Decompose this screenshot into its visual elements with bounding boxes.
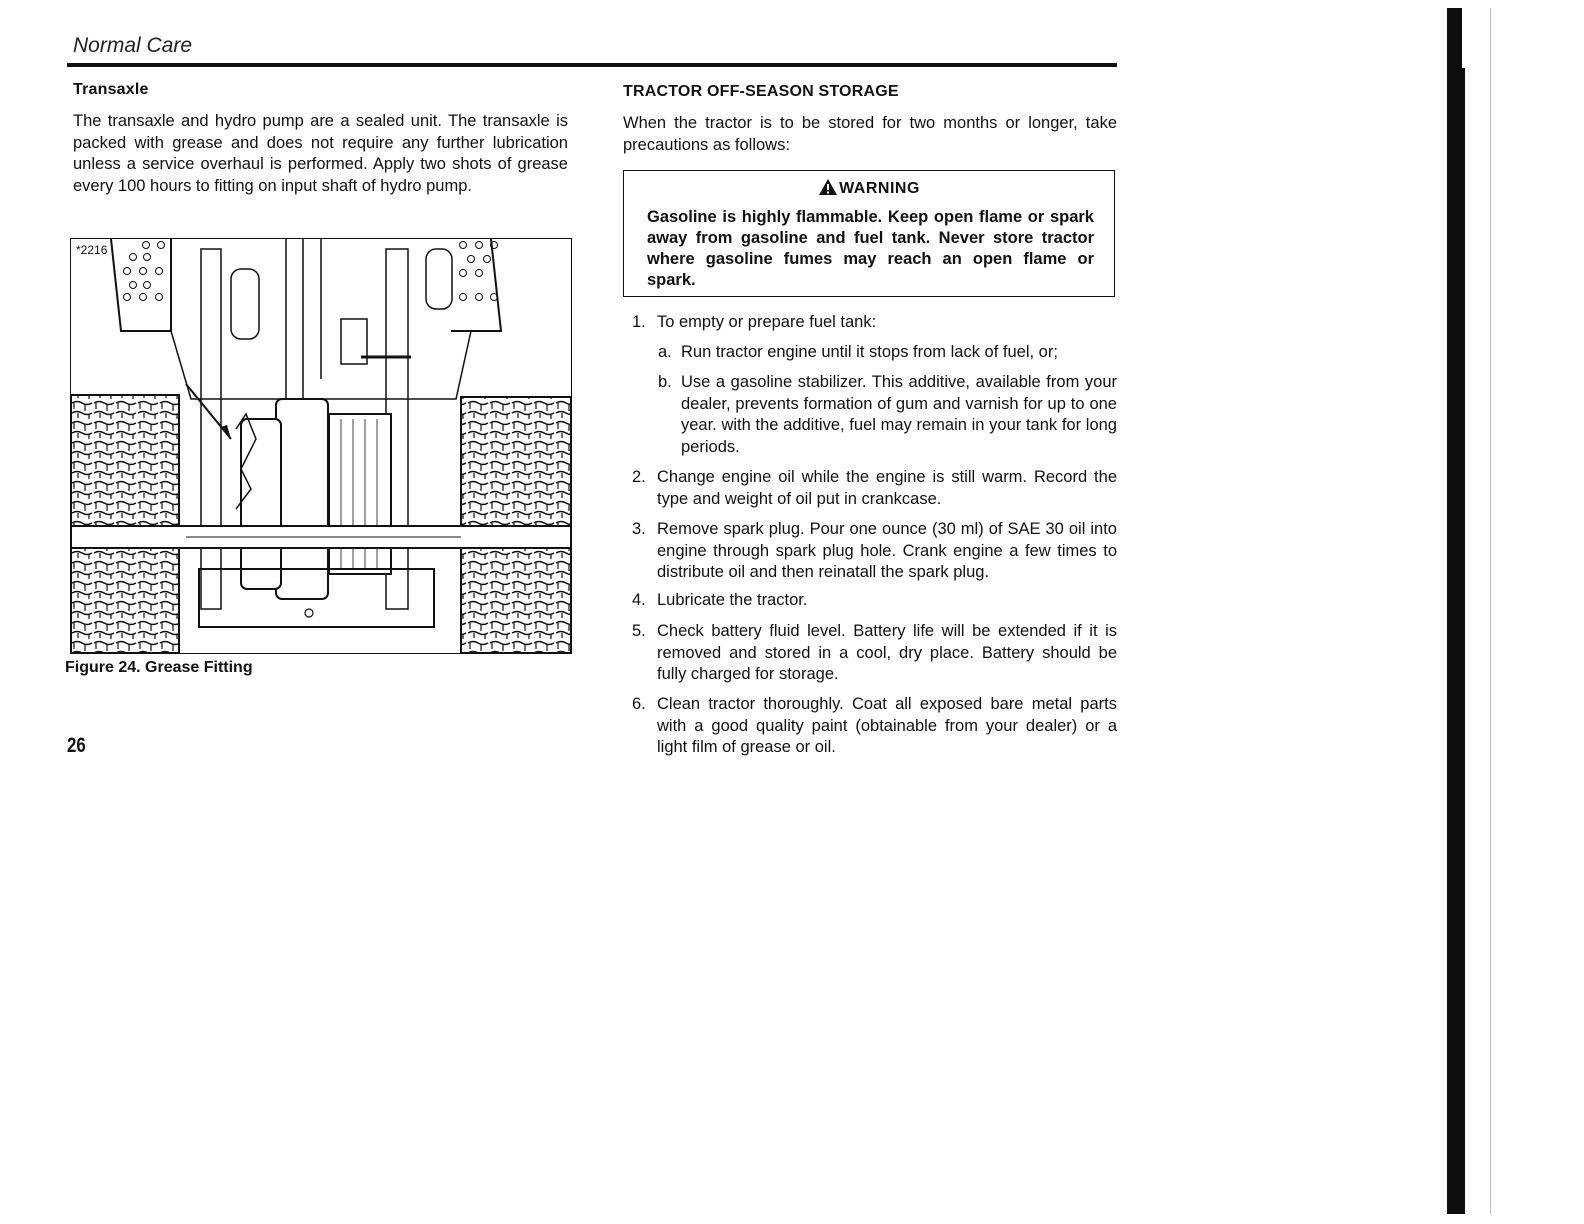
list-item — [632, 590, 1117, 612]
page-edge-line — [1490, 8, 1491, 1214]
page-number: 26 — [67, 734, 86, 757]
tractor-underside-drawing — [71, 239, 571, 653]
list-item — [632, 312, 1117, 334]
transaxle-heading: Transaxle — [73, 81, 149, 98]
list-number: 1. — [632, 313, 646, 331]
list-number: a. — [658, 343, 672, 361]
list-number: b. — [658, 373, 672, 391]
list-text: Check battery fluid level. Battery life will be extended if it is removed and stored in a cool, dry place. Battery should be fully charged for storage. — [657, 622, 1117, 683]
list-item — [658, 342, 1117, 364]
warning-title — [624, 178, 1114, 201]
list-text: Use a gasoline stabilizer. This additive, available from your dealer, prevents formation of gum and varnish for up to one year. with the additive, fuel may remain in your tank for long periods. — [681, 373, 1117, 456]
list-number: 2. — [632, 468, 646, 486]
list-text: Run tractor engine until it stops from lack of fuel, or; — [681, 343, 1058, 361]
list-text: Change engine oil while the engine is still warm. Record the type and weight of oil put in crankcase. — [657, 468, 1117, 508]
storage-heading: TRACTOR OFF-SEASON STORAGE — [623, 83, 899, 100]
list-text: Remove spark plug. Pour one ounce (30 ml) of SAE 30 oil into engine through spark plug hole. Crank engine a few times to distribute oil and then reinatall the spark plug. — [657, 520, 1117, 581]
list-number: 5. — [632, 622, 646, 640]
figure-caption: Figure 24. Grease Fitting — [65, 659, 253, 676]
transaxle-body: The transaxle and hydro pump are a sealed unit. The transaxle is packed with grease and does not require any further lubrication unless a service overhaul is performed. Apply two shots of grease every 100 hours to fitting on input shaft of hydro pump. — [73, 112, 568, 195]
list-text: To empty or prepare fuel tank: — [657, 313, 877, 331]
header-rule — [67, 63, 1117, 67]
list-item — [632, 467, 1117, 510]
storage-intro: When the tractor is to be stored for two months or longer, take precautions as follows: — [623, 114, 1117, 154]
warning-box — [623, 170, 1115, 297]
figure-id-label: *2216 — [76, 243, 108, 257]
warning-text: Gasoline is highly flammable. Keep open flame or spark away from gasoline and fuel tank. Never store tractor where gasoline fumes may reach an open flame or spark. — [647, 208, 1094, 289]
warning-triangle-icon — [818, 178, 838, 201]
list-item — [632, 519, 1117, 584]
list-text: Lubricate the tractor. — [657, 591, 808, 609]
warning-title-text: WARNING — [839, 180, 920, 197]
list-item — [632, 621, 1117, 686]
binding-strip — [1447, 8, 1465, 1214]
list-text: Clean tractor thoroughly. Coat all exposed bare metal parts with a good quality paint (obtainable from your dealer) or a light film of grease or oil. — [657, 695, 1117, 756]
list-item — [632, 694, 1117, 759]
grease-fitting-figure — [70, 238, 572, 654]
list-number: 4. — [632, 591, 646, 609]
list-number: 3. — [632, 520, 646, 538]
list-item — [658, 372, 1117, 458]
section-title: Normal Care — [73, 34, 193, 57]
list-number: 6. — [632, 695, 646, 713]
binding-notch — [1462, 8, 1466, 68]
